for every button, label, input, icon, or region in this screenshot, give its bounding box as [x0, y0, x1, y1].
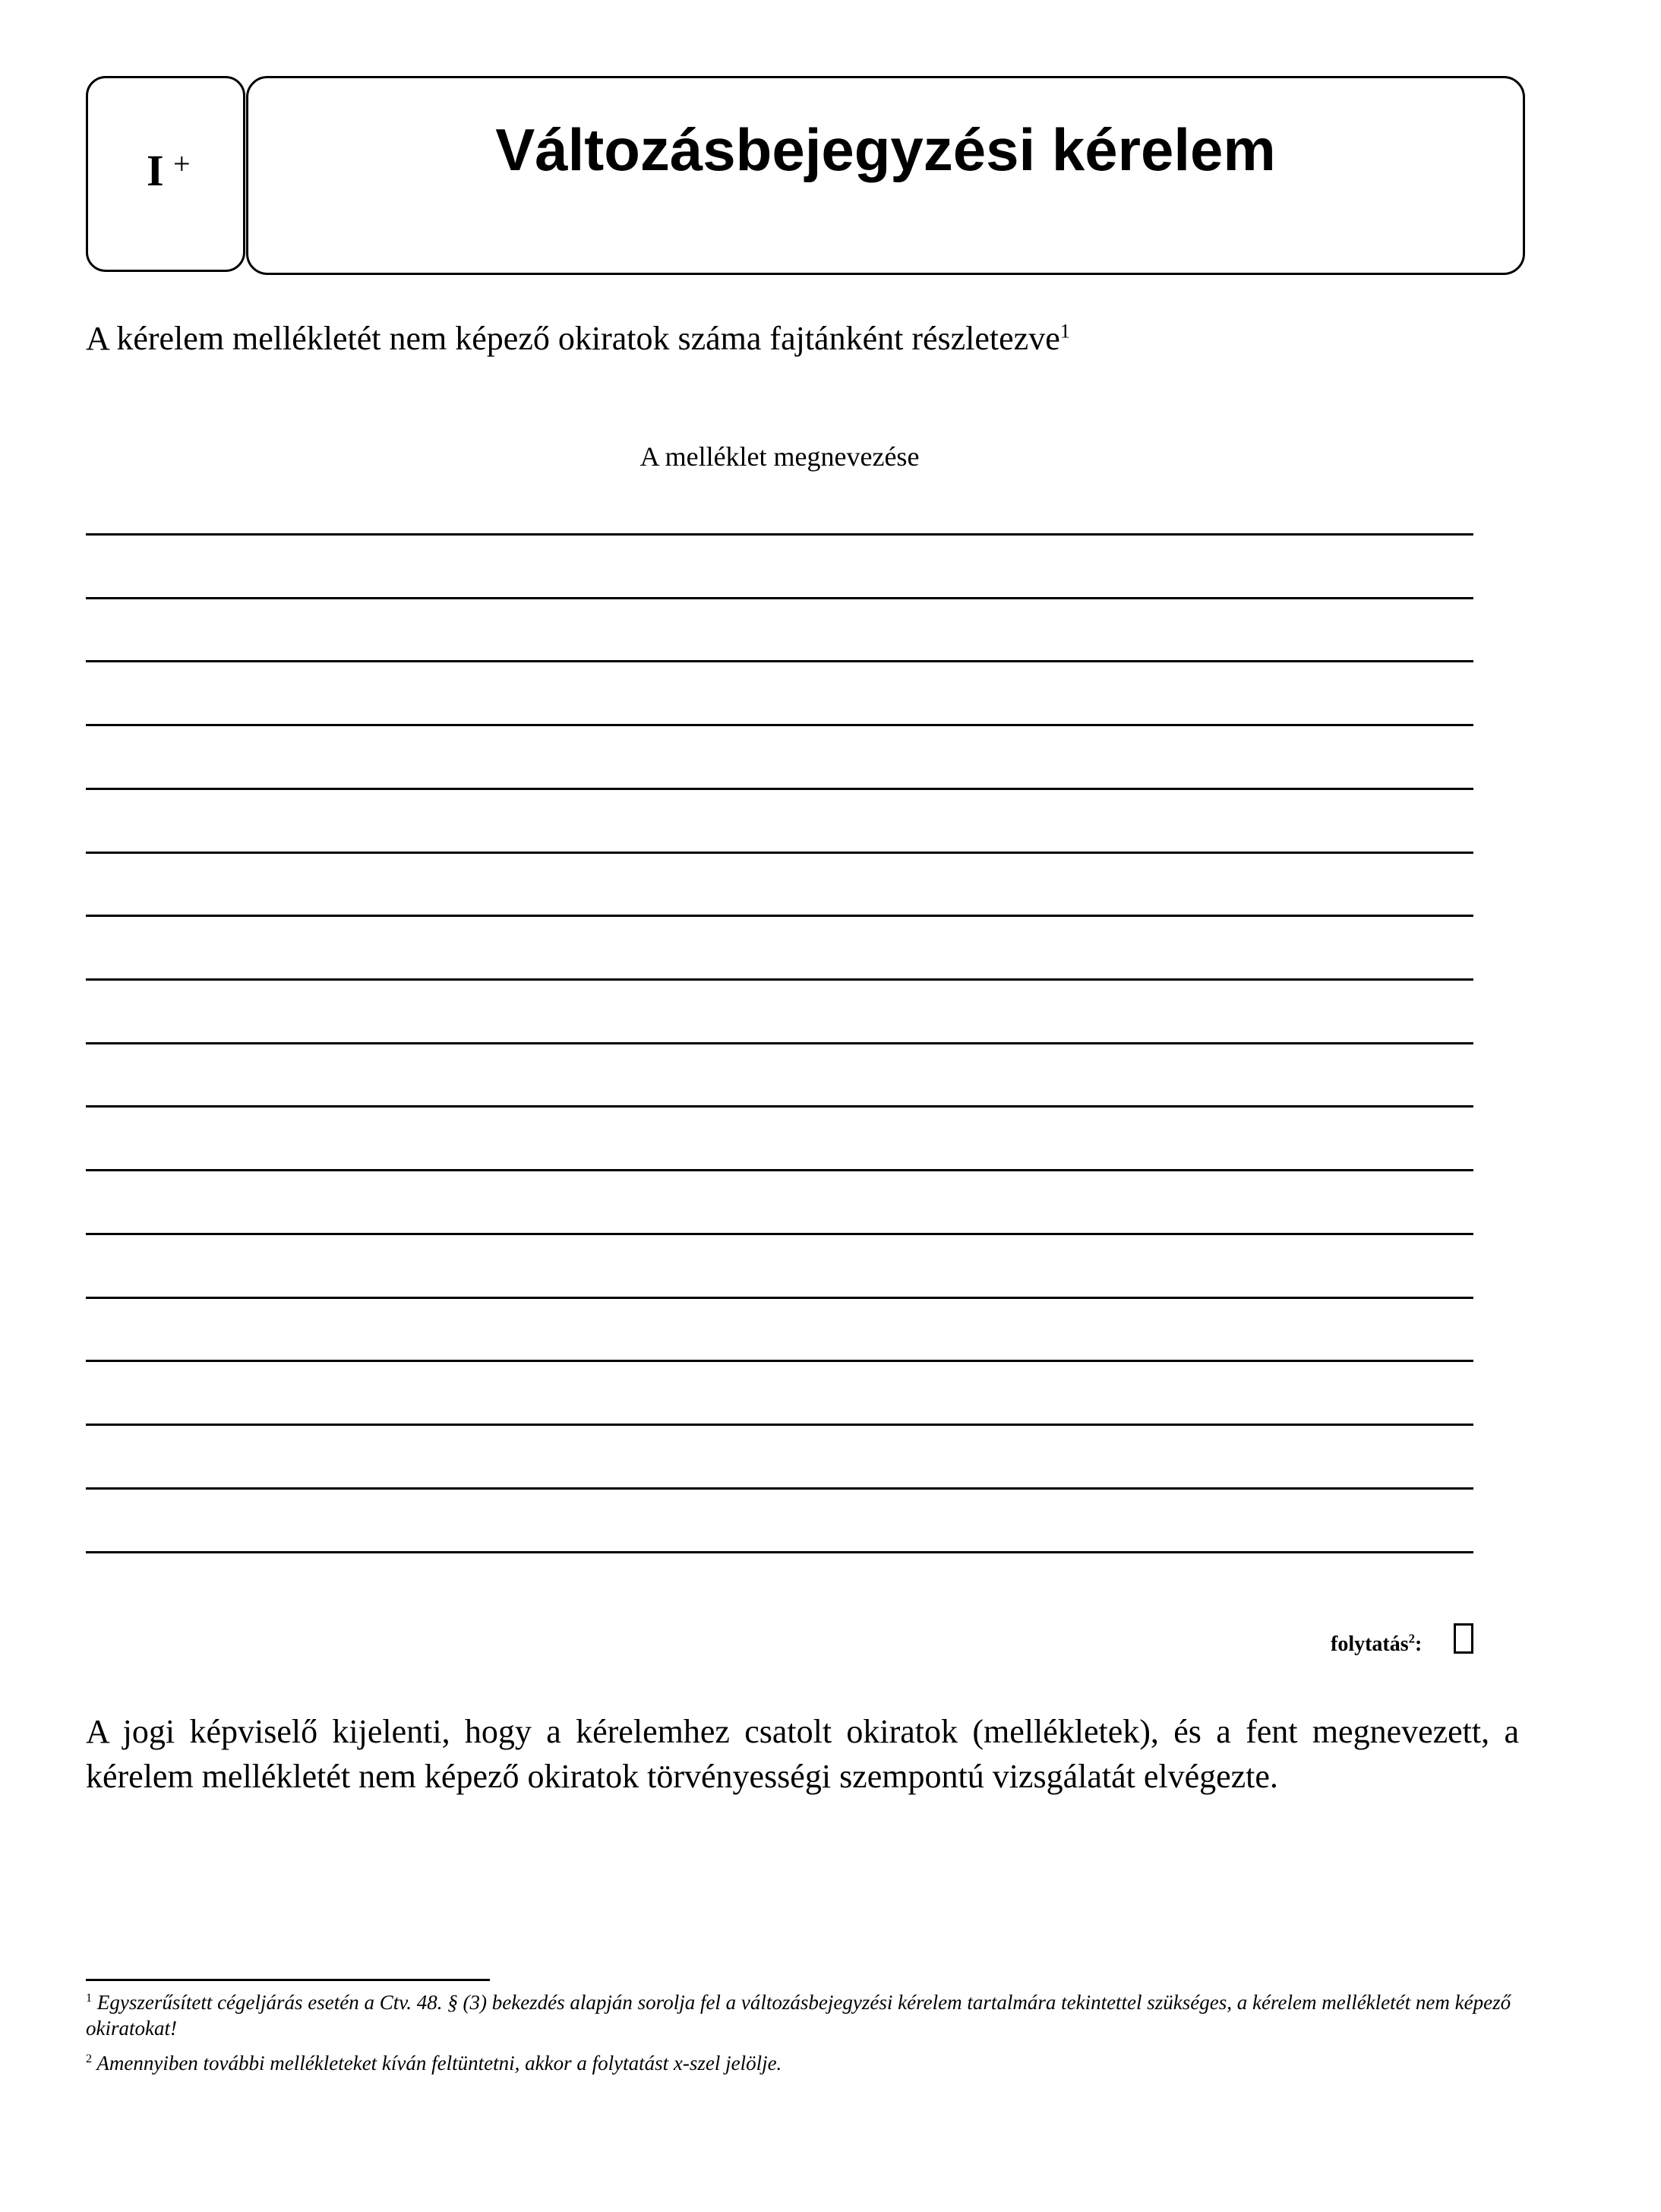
- intro-label: A kérelem mellékletét nem képező okiratok száma fajtánként részletezve: [86, 320, 1060, 357]
- declaration-text: A jogi képviselő kijelenti, hogy a kérelemhez csatolt okiratok (mellékletek), és a fent megnevezett, a kérelem mellékletét nem képező okiratok törvényességi szempontú vizsgálatát elvégezte.: [86, 1713, 1519, 1796]
- attachment-line[interactable]: [86, 915, 1473, 917]
- form-code: I: [147, 146, 164, 195]
- footnote-text: Amennyiben további mellékleteket kíván feltüntetni, akkor a folytatást x-szel jelölje.: [96, 2052, 782, 2075]
- form-code-box: [86, 76, 245, 272]
- attachment-line[interactable]: [86, 660, 1473, 662]
- intro-text: [86, 319, 1070, 359]
- attachment-line[interactable]: [86, 1424, 1473, 1426]
- form-code-superscript: +: [173, 147, 191, 181]
- footnote-ref-2: 2: [1408, 1631, 1416, 1646]
- continuation-text: folytatás: [1331, 1632, 1409, 1656]
- attachment-line[interactable]: [86, 1297, 1473, 1299]
- attachment-name-header: A melléklet megnevezése: [639, 441, 920, 472]
- continuation-checkbox[interactable]: [1454, 1623, 1473, 1654]
- footnote-1: [86, 1990, 1519, 2042]
- attachment-line[interactable]: [86, 788, 1473, 790]
- attachment-line[interactable]: [86, 978, 1473, 981]
- continuation-label: [1331, 1632, 1422, 1657]
- footnote-number: 2: [86, 2052, 93, 2065]
- attachment-line[interactable]: [86, 1487, 1473, 1490]
- attachment-line[interactable]: [86, 1551, 1473, 1553]
- attachment-line[interactable]: [86, 852, 1473, 854]
- footnote-text: Egyszerűsített cégeljárás esetén a Ctv. 48. § (3) bekezdés alapján sorolja fel a változásbejegyzési kérelem tartalmára tekintettel szükséges, a kérelem mellékletét nem képező okiratokat!: [86, 1991, 1511, 2040]
- footnote-ref-1: 1: [1059, 319, 1070, 343]
- attachment-line[interactable]: [86, 1233, 1473, 1235]
- attachment-line[interactable]: [86, 1360, 1473, 1362]
- attachment-line[interactable]: [86, 724, 1473, 726]
- footnote-2: [86, 2051, 1519, 2077]
- page-title: Változásbejegyzési kérelem: [495, 116, 1276, 183]
- footnote-divider: [86, 1979, 490, 1981]
- attachment-line[interactable]: [86, 1169, 1473, 1171]
- continuation-colon: :: [1415, 1632, 1423, 1656]
- attachment-line[interactable]: [86, 1042, 1473, 1044]
- footnote-number: 1: [86, 1991, 93, 2005]
- attachment-line[interactable]: [86, 597, 1473, 599]
- attachment-line[interactable]: [86, 533, 1473, 536]
- attachment-line[interactable]: [86, 1105, 1473, 1108]
